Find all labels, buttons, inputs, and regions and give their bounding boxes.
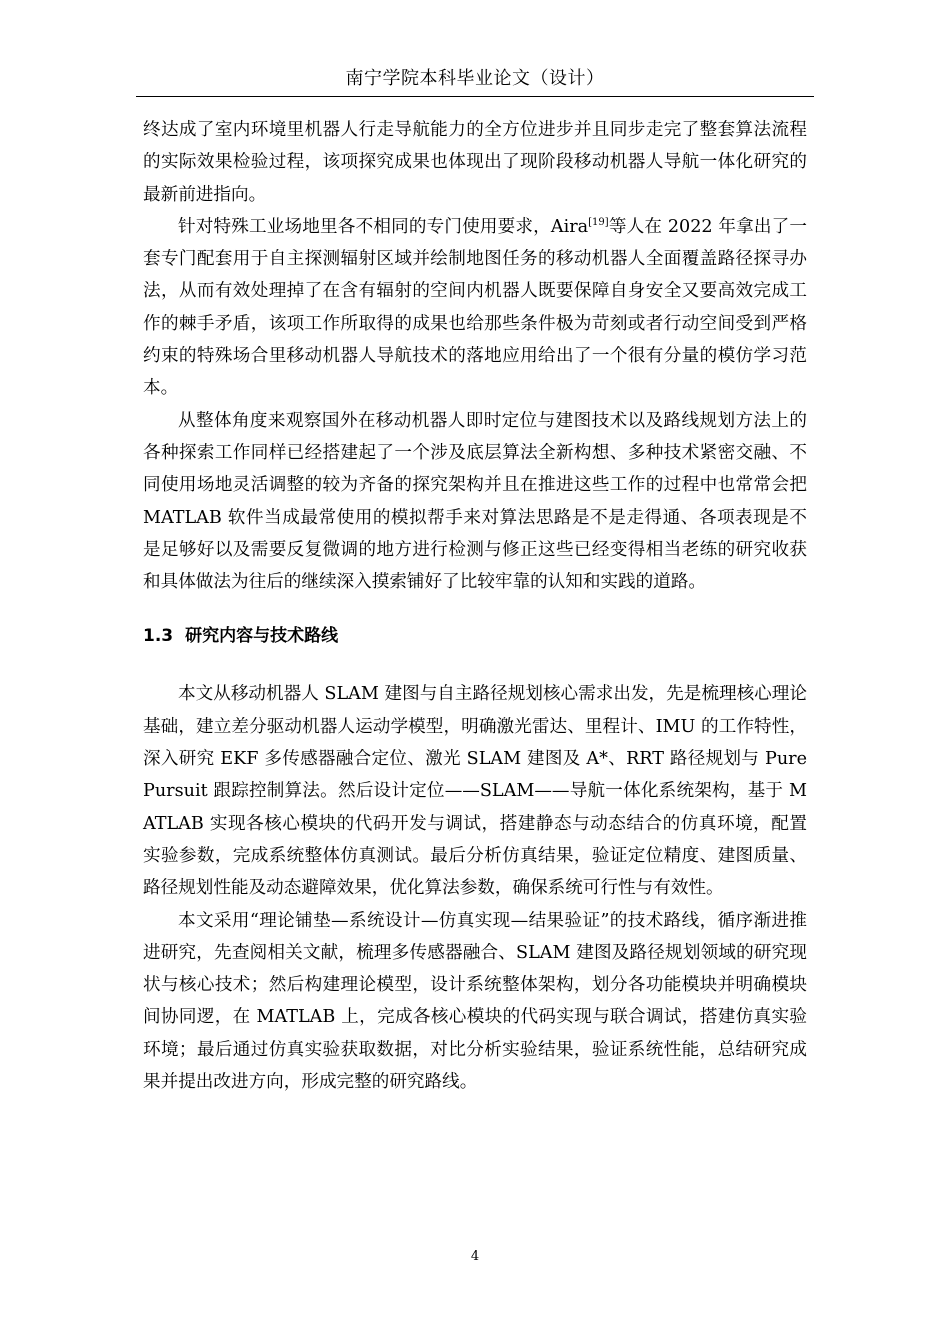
citation-marker: [19]: [588, 217, 609, 229]
paragraph-text: 等人在 2022 年拿出了一套专门配套用于自主探测辐射区域并绘制地图任务的移动机器人全面覆盖路径探寻办法，从而有效处理掉了在含有辐射的空间内机器人既要保障自身安全又要高效完成工作的棘手矛盾，该项工作所取得的成果也给那些条件极为苛刻或者行动空间受到严格约束的特殊场合里移动机器人导航技术的落地应用给出了一个很有分量的模仿学习范本。: [143, 216, 807, 399]
paragraph-technical-route: 本文采用“理论铺垫—系统设计—仿真实现—结果验证”的技术路线，循序渐进推进研究，先查阅相关文献，梳理多传感器融合、SLAM 建图及路径规划领域的研究现状与核心技术；然后构建理论模型，设计系统整体架构，划分各功能模块并明确模块间协同逻，在 MATLAB 上，完成各核心模块的代码实现与联合调试，搭建仿真实验环境；最后通过仿真实验获取数据，对比分析实验结果，验证系统性能，总结研究成果并提出改进方向，形成完整的研究路线。: [143, 910, 807, 1093]
section-heading: [143, 622, 807, 650]
paragraph-overview: 从整体角度来观察国外在移动机器人即时定位与建图技术以及路线规划方法上的各种探索工作同样已经搭建起了一个涉及底层算法全新构想、多种技术紧密交融、不同使用场地灵活调整的较为齐备的探究架构并且在推进这些工作的过程中也常常会把 MATLAB 软件当成最常使用的模拟帮手来对算法思路是不是走得通、各项表现是不是足够好以及需要反复微调的地方进行检测与修正这些已经变得相当老练的研究收获和具体做法为往后的继续深入摸索铺好了比较牢靠的认知和实践的道路。: [143, 410, 807, 593]
running-header: 南宁学院本科毕业论文（设计）: [345, 68, 605, 89]
paragraph-text: 针对特殊工业场地里各不相同的专门使用要求，Aira: [178, 216, 589, 237]
body-text: [143, 114, 807, 1098]
section-number: 1.3: [143, 626, 174, 647]
paragraph-aira: [143, 211, 807, 405]
paragraph-continued: 终达成了室内环境里机器人行走导航能力的全方位进步并且同步走完了整套算法流程的实际效果检验过程，该项探究成果也体现出了现阶段移动机器人导航一体化研究的最新前进指向。: [143, 120, 807, 205]
paragraph-research-content: 本文从移动机器人 SLAM 建图与自主路径规划核心需求出发，先是梳理核心理论基础，建立差分驱动机器人运动学模型，明确激光雷达、里程计、IMU 的工作特性，深入研究 EKF 多传感器融合定位、激光 SLAM 建图及 A*、RRT 路径规划与 Pure Pursuit 跟踪控制算法。然后设计定位——SLAM——导航一体化系统架构，基于 MATLAB 实现各核心模块的代码开发与调试，搭建静态与动态结合的仿真环境，配置实验参数，完成系统整体仿真测试。最后分析仿真结果，验证定位精度、建图质量、路径规划性能及动态避障效果，优化算法参数，确保系统可行性与有效性。: [143, 684, 807, 899]
header-divider: [136, 96, 814, 97]
section-title: 研究内容与技术路线: [185, 626, 339, 647]
page-number: 4: [470, 1249, 480, 1264]
